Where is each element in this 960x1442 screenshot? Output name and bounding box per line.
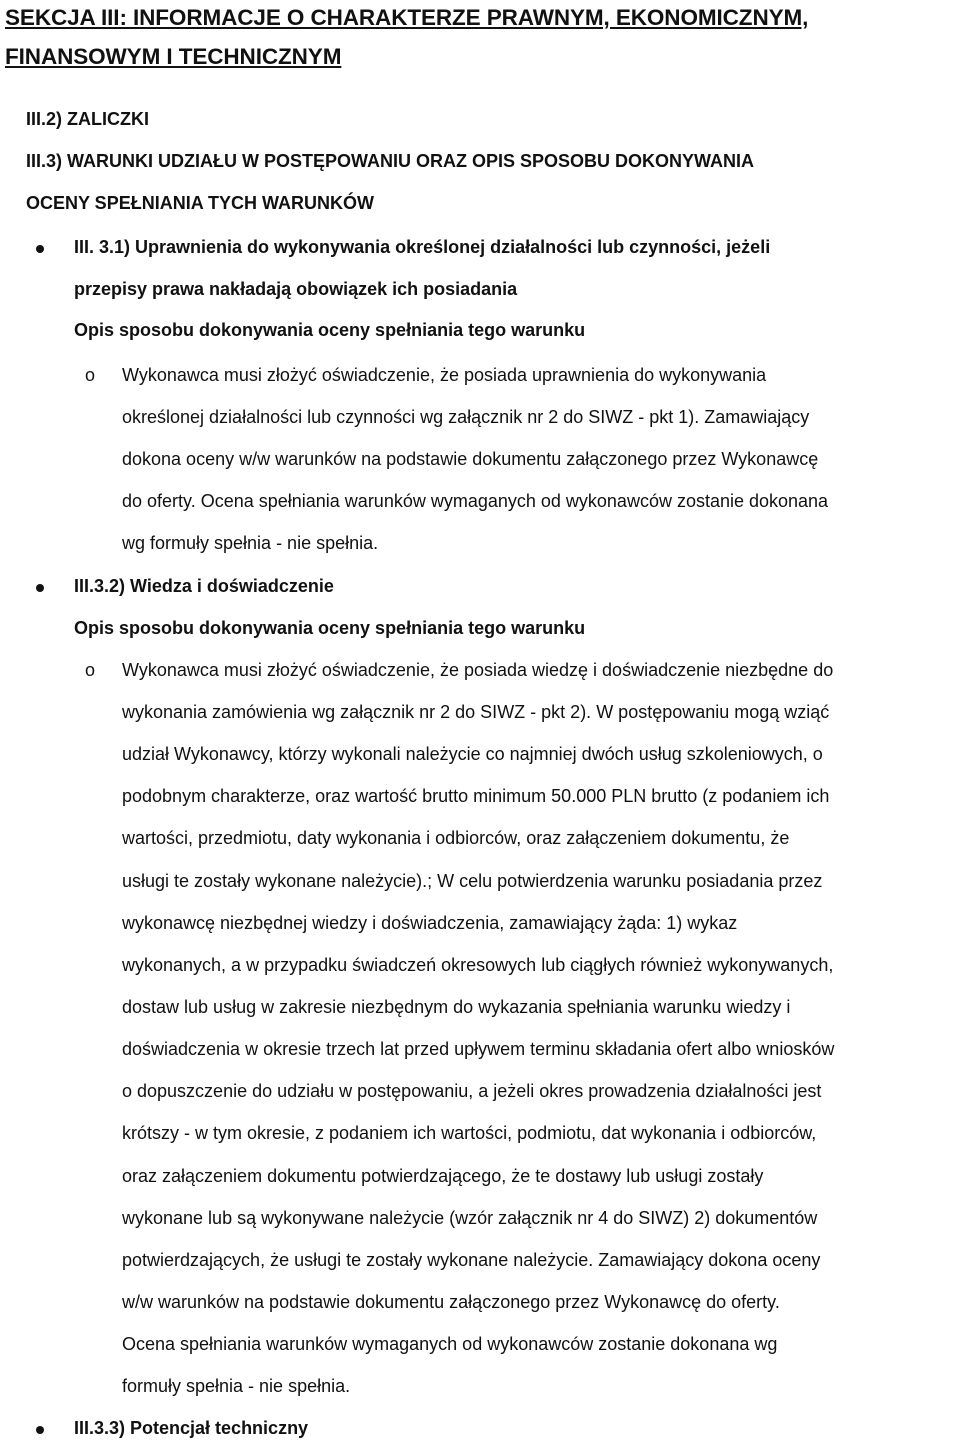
item2-text-line-14: wykonane lub są wykonywane należycie (wzór załącznik nr 4 do SIWZ) 2) dokumentów <box>122 1208 818 1228</box>
item2-text-line-18: formuły spełnia - nie spełnia. <box>122 1376 351 1396</box>
item2-text-line-1: Wykonawca musi złożyć oświadczenie, że posiada wiedzę i doświadczenie niezbędne do <box>122 660 834 680</box>
circle-bullet-icon: o <box>85 660 96 680</box>
item2-text-line-2: wykonania zamówienia wg załącznik nr 2 do SIWZ - pkt 2). W postępowaniu mogą wziąć <box>122 702 830 722</box>
item2-text-line-9: dostaw lub usług w zakresie niezbędnym do wykazania spełniania warunku wiedzy i <box>122 997 791 1017</box>
item2-text-line-15: potwierdzających, że usługi te zostały wykonane należycie. Zamawiający dokona oceny <box>122 1250 821 1270</box>
section-header-line-2: FINANSOWYM I TECHNICZNYM <box>5 44 342 69</box>
item2-text-line-13: oraz załączeniem dokumentu potwierdzającego, że te dostawy lub usługi zostały <box>122 1166 764 1186</box>
item3-title: III.3.3) Potencjał techniczny <box>74 1418 309 1438</box>
item2-text-line-10: doświadczenia w okresie trzech lat przed upływem terminu składania ofert albo wniosków <box>122 1039 835 1059</box>
item2-text-line-12: krótszy - w tym okresie, z podaniem ich wartości, podmiotu, dat wykonania i odbiorców, <box>122 1123 817 1143</box>
item1-title-line-1: III. 3.1) Uprawnienia do wykonywania określonej działalności lub czynności, jeżeli <box>74 237 771 257</box>
item2-text-line-3: udział Wykonawcy, którzy wykonali należycie co najmniej dwóch usług szkoleniowych, o <box>122 744 823 764</box>
section-conditions-line-1: III.3) WARUNKI UDZIAŁU W POSTĘPOWANIU ORAZ OPIS SPOSOBU DOKONYWANIA <box>26 151 755 171</box>
bullet-disc-icon <box>36 245 44 253</box>
item2-text-line-16: w/w warunków na podstawie dokumentu załączonego przez Wykonawcę do oferty. <box>122 1292 780 1312</box>
item1-method-heading: Opis sposobu dokonywania oceny spełniania tego warunku <box>74 320 586 340</box>
item2-text-line-7: wykonawcę niezbędnej wiedzy i doświadczenia, zamawiający żąda: 1) wykaz <box>122 913 738 933</box>
item1-text-line-2: określonej działalności lub czynności wg załącznik nr 2 do SIWZ - pkt 1). Zamawiający <box>122 407 810 427</box>
item2-method-heading: Opis sposobu dokonywania oceny spełniania tego warunku <box>74 618 586 638</box>
item2-title: III.3.2) Wiedza i doświadczenie <box>74 576 334 596</box>
bullet-disc-icon <box>36 584 44 592</box>
item1-text-line-5: wg formuły spełnia - nie spełnia. <box>122 533 379 553</box>
item1-text-line-3: dokona oceny w/w warunków na podstawie dokumentu załączonego przez Wykonawcę <box>122 449 819 469</box>
item2-text-line-6: usługi te zostały wykonane należycie).; W celu potwierdzenia warunku posiadania przez <box>122 871 823 891</box>
section-advances: III.2) ZALICZKI <box>26 109 149 129</box>
item2-text-line-4: podobnym charakterze, oraz wartość brutto minimum 50.000 PLN brutto (z podaniem ich <box>122 786 830 806</box>
bullet-disc-icon <box>36 1426 44 1434</box>
item2-text-line-17: Ocena spełniania warunków wymaganych od wykonawców zostanie dokonana wg <box>122 1334 778 1354</box>
section-conditions-line-2: OCENY SPEŁNIANIA TYCH WARUNKÓW <box>26 193 375 213</box>
item1-title-line-2: przepisy prawa nakładają obowiązek ich posiadania <box>74 279 518 299</box>
section-header-line-1: SEKCJA III: INFORMACJE O CHARAKTERZE PRAWNYM, EKONOMICZNYM, <box>5 5 809 30</box>
item1-text-line-4: do oferty. Ocena spełniania warunków wymaganych od wykonawców zostanie dokonana <box>122 491 829 511</box>
section-header <box>5 0 955 76</box>
item2-text-line-5: wartości, przedmiotu, daty wykonania i odbiorców, oraz załączeniem dokumentu, że <box>122 828 790 848</box>
item1-text-line-1: Wykonawca musi złożyć oświadczenie, że posiada uprawnienia do wykonywania <box>122 365 767 385</box>
item2-text-line-11: o dopuszczenie do udziału w postępowaniu, a jeżeli okres prowadzenia działalności jest <box>122 1081 822 1101</box>
circle-bullet-icon: o <box>85 365 96 385</box>
item2-text-line-8: wykonanych, a w przypadku świadczeń okresowych lub ciągłych również wykonywanych, <box>122 955 834 975</box>
